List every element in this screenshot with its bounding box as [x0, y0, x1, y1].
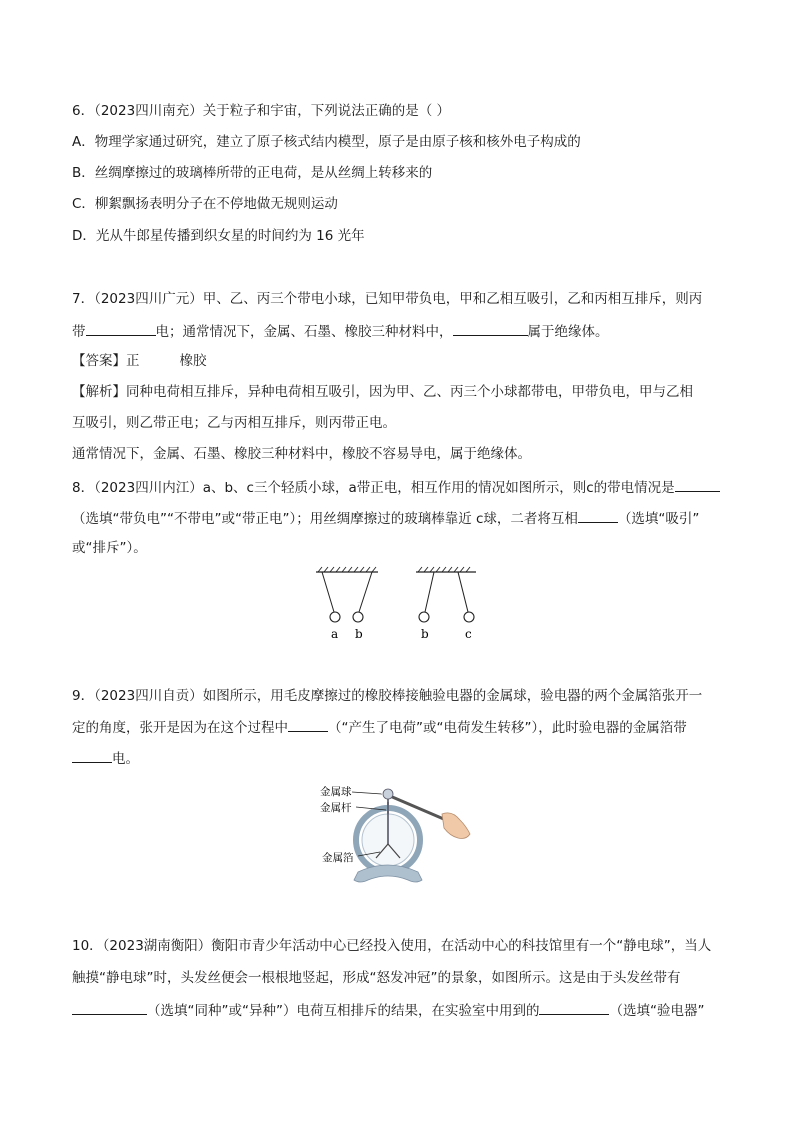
- q6-option-c: C．柳絮飘扬表明分子在不停地做无规则运动: [72, 196, 338, 212]
- q7-blank-1[interactable]: [86, 320, 156, 336]
- q8-text-c: （选填“吸引”: [617, 511, 700, 527]
- q6-option-a: A．物理学家通过研究，建立了原子核式结内模型，原子是由原子核和核外电子构成的: [72, 134, 581, 150]
- q9-text-a: 定的角度，张开是因为在这个过程中: [72, 720, 288, 736]
- q9-text-c: 电。: [112, 751, 139, 767]
- q8-blank-2[interactable]: [578, 507, 618, 523]
- thread-b2: [425, 572, 434, 612]
- q9-blank-1[interactable]: [288, 716, 328, 732]
- ball-a: [330, 612, 340, 622]
- q7-analysis-line2: 互吸引，则乙带正电；乙与丙相互排斥，则丙带正电。: [72, 415, 396, 431]
- label-metal-foil: 金属箔: [322, 852, 354, 864]
- thread-a: [322, 572, 334, 612]
- q7-stem-line2: [72, 320, 609, 342]
- thread-c: [458, 572, 468, 612]
- answer-value-1: 正: [126, 353, 140, 369]
- q7-text-b: 电；通常情况下，金属、石墨、橡胶三种材料中，: [155, 324, 453, 340]
- q6-option-b: B．丝绸摩擦过的玻璃棒所带的正电荷，是从丝绸上转移来的: [72, 165, 433, 181]
- label-c: c: [465, 627, 472, 641]
- q7-text-c: 属于绝缘体。: [527, 324, 609, 340]
- q9-line2: [72, 716, 687, 738]
- thread-b: [359, 572, 372, 612]
- q10-line1: 10．（2023湖南衡阳）衡阳市青少年活动中心已经投入使用，在活动中心的科技馆里有一个“静电球”，当人: [72, 938, 712, 954]
- q10-line2: 触摸“静电球”时，头发丝便会一根根地竖起，形成“怒发冲冠”的景象，如图所示。这是由于头发丝带有: [72, 970, 681, 986]
- ball-c: [464, 612, 474, 622]
- q8-text-a: 8．（2023四川内江）a、b、c三个轻质小球，a带正电，相互作用的情况如图所示，则c的带电情况是: [72, 480, 675, 496]
- metal-ball: [383, 789, 393, 799]
- q8-line1: [72, 476, 720, 498]
- q7-answer: [72, 351, 207, 371]
- electroscope-figure: [318, 780, 478, 890]
- analysis-label: 【解析】: [72, 384, 126, 400]
- label-b: b: [355, 627, 363, 641]
- q9-blank-2[interactable]: [72, 747, 112, 763]
- q10-blank-1[interactable]: [72, 999, 147, 1015]
- q10-text-a: （选填“同种”或“异种”）电荷互相排斥的结果，在实验室中用到的: [147, 1003, 540, 1019]
- analysis-text-1: 同种电荷相互排斥，异种电荷相互吸引，因为甲、乙、丙三个小球都带电，甲带负电，甲与乙相: [126, 384, 693, 400]
- ball-b: [353, 612, 363, 622]
- q8-blank-1[interactable]: [675, 476, 720, 492]
- q6-stem: 6．（2023四川南充）关于粒子和宇宙，下列说法正确的是（ ）: [72, 103, 450, 119]
- label-b2: b: [421, 627, 429, 641]
- q9-line1: 9．（2023四川自贡）如图所示，用毛皮摩擦过的橡胶棒接触验电器的金属球，验电器的两个金属箔张开一: [72, 688, 703, 704]
- q8-line2: [72, 507, 699, 529]
- q9-line3: [72, 747, 139, 769]
- q8-text-b: （选填“带负电”“不带电”或“带正电”）；用丝绸摩擦过的玻璃棒靠近 c球，二者将互相: [72, 511, 578, 527]
- q9-text-b: （“产生了电荷”或“电荷发生转移”），此时验电器的金属箔带: [328, 720, 687, 736]
- label-a: a: [331, 627, 339, 641]
- answer-value-2: 橡胶: [179, 353, 207, 369]
- label-metal-ball: 金属球: [320, 786, 352, 798]
- q10-text-b: （选填“验电器”: [609, 1003, 705, 1019]
- ball-b2: [419, 612, 429, 622]
- hand-icon: [442, 813, 470, 839]
- answer-label: 【答案】: [72, 353, 126, 369]
- q7-blank-2[interactable]: [453, 320, 528, 336]
- q7-text-a: 带: [72, 324, 86, 340]
- q8-line3: 或“排斥”）。: [72, 540, 147, 556]
- label-metal-rod: 金属杆: [320, 802, 352, 814]
- charged-balls-figure: [310, 566, 490, 646]
- q7-analysis-line1: [72, 382, 693, 402]
- q6-option-d: D．光从牛郎星传播到织女星的时间约为 16 光年: [72, 228, 365, 244]
- q7-stem-line1: 7．（2023四川广元）甲、乙、丙三个带电小球，已知甲带负电，甲和乙相互吸引，乙和丙相互排斥，则丙: [72, 291, 703, 307]
- q10-line3: [72, 999, 704, 1021]
- electroscope-base: [354, 865, 422, 882]
- q10-blank-2[interactable]: [539, 999, 609, 1015]
- q7-analysis-line3: 通常情况下，金属、石墨、橡胶三种材料中，橡胶不容易导电，属于绝缘体。: [72, 446, 531, 462]
